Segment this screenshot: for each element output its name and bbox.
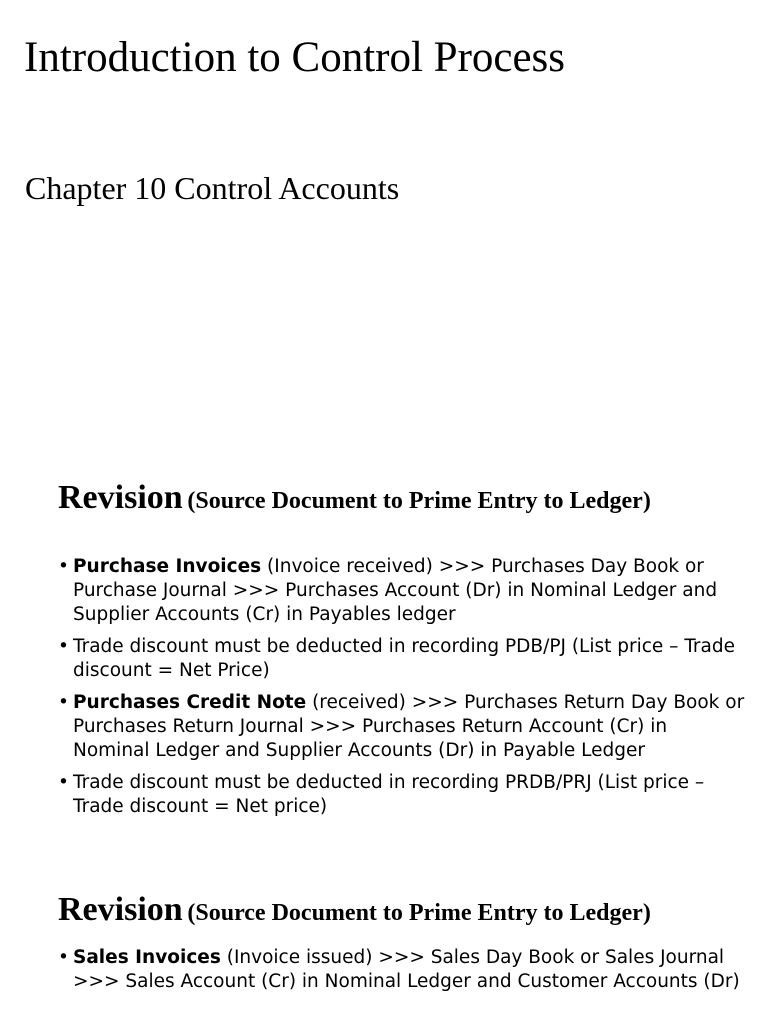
bullet-lead: Sales Invoices: [73, 947, 221, 968]
bullet-text: Trade discount must be deducted in recording PRDB/PRJ (List price – Trade discount = Net price): [73, 772, 705, 817]
bullet-item: [58, 635, 748, 683]
revision-slide-purchases: [58, 476, 748, 827]
bullet-lead: Purchases Credit Note: [73, 692, 307, 713]
bullet-lead: Purchase Invoices: [73, 556, 262, 577]
bullet-item: [58, 946, 748, 994]
page-title: Introduction to Control Process: [24, 34, 566, 81]
bullet-text: (Invoice received) >>> Purchases Day Book or Purchase Journal >>> Purchases Account (Dr) in Nominal Ledger and Supplier Accounts (Cr) in Payables ledger: [73, 556, 718, 625]
bullet-list: [58, 946, 748, 994]
bullet-list: [58, 555, 748, 819]
bullet-text: (Invoice issued) >>> Sales Day Book or Sales Journal >>> Sales Account (Cr) in Nominal Ledger and Customer Accounts (Dr): [73, 947, 740, 992]
revision-slide-sales: [58, 892, 748, 1002]
slide-heading-main: Revision: [58, 891, 183, 928]
bullet-text: Trade discount must be deducted in recording PDB/PJ (List price – Trade discount = Net Price): [73, 636, 735, 681]
slide-heading-sub: (Source Document to Prime Entry to Ledger): [187, 488, 651, 514]
slide-heading: [58, 476, 748, 525]
bullet-item: [58, 771, 748, 819]
chapter-subtitle: Chapter 10 Control Accounts: [25, 170, 400, 206]
bullet-item: [58, 691, 748, 763]
bullet-item: [58, 555, 748, 627]
slide-heading-sub: (Source Document to Prime Entry to Ledger): [187, 900, 651, 926]
slide-heading-main: Revision: [58, 479, 183, 516]
bullet-text: (received) >>> Purchases Return Day Book or Purchases Return Journal >>> Purchases Return Account (Cr) in Nominal Ledger and Supplier Accounts (Dr) in Payable Ledger: [73, 692, 745, 761]
slide-heading: [58, 892, 698, 933]
